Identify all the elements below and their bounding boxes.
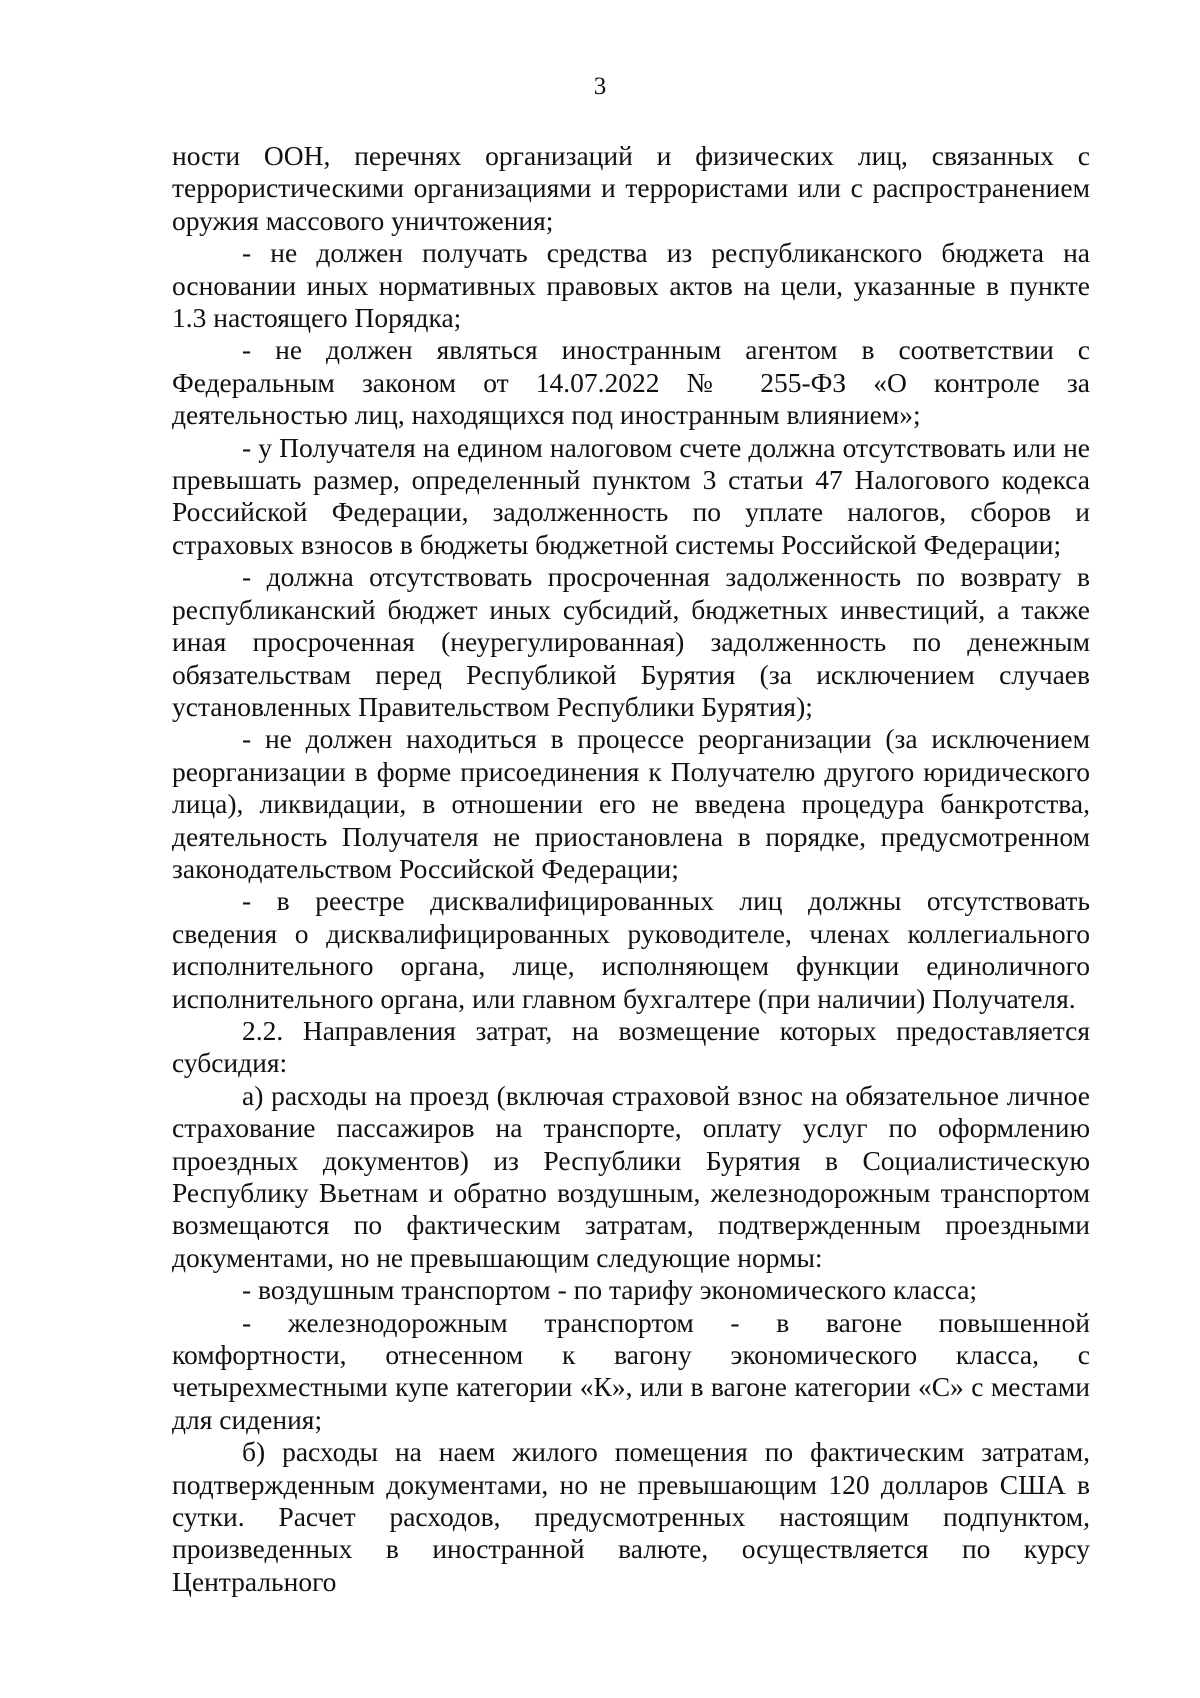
paragraph: - не должен являться иностранным агентом в соответствии с Федеральным законом от 14.07.2022 № 255-ФЗ «О контроле за деятельностью лиц, находящихся под иностранным влиянием»; xyxy=(172,334,1090,431)
paragraph: - не должен получать средства из республиканского бюджета на основании иных нормативных правовых актов на цели, указанные в пункте 1.3 настоящего Порядка; xyxy=(172,237,1090,334)
paragraph: - железнодорожным транспортом - в вагоне повышенной комфортности, отнесенном к вагону экономического класса, с четырехместными купе категории «К», или в вагоне категории «С» с местами для сидения; xyxy=(172,1306,1090,1435)
paragraph: - у Получателя на едином налоговом счете должна отсутствовать или не превышать размер, определенный пунктом 3 статьи 47 Налогового кодекса Российской Федерации, задолженность по уплате налогов, сборов и страховых взносов в бюджеты бюджетной системы Российской Федерации; xyxy=(172,431,1090,560)
document-body xyxy=(172,140,1090,1598)
paragraph: б) расходы на наем жилого помещения по фактическим затратам, подтвержденным документами, но не превышающим 120 долларов США в сутки. Расчет расходов, предусмотренных настоящим подпунктом, произведенных в иностранной валюте, осуществляется по курсу Центрального xyxy=(172,1436,1090,1597)
paragraph: - в реестре дисквалифицированных лиц должны отсутствовать сведения о дисквалифицированных руководителе, членах коллегиального исполнительного органа, лице, исполняющем функции единоличного исполнительного органа, или главном бухгалтере (при наличии) Получателя. xyxy=(172,885,1090,1014)
paragraph: ности ООН, перечнях организаций и физических лиц, связанных с террористическими организациями и террористами или с распространением оружия массового уничтожения; xyxy=(172,140,1090,236)
page-number: 3 xyxy=(593,73,607,100)
paragraph: - воздушным транспортом - по тарифу экономического класса; xyxy=(242,1274,978,1306)
paragraph: а) расходы на проезд (включая страховой взнос на обязательное личное страхование пассажиров на транспорте, оплату услуг по оформлению проездных документов) из Республики Бурятия в Социалистическую Республику Вьетнам и обратно воздушным, железнодорожным транспортом возмещаются по фактическим затратам, подтвержденным проездными документами, но не превышающим следующие нормы: xyxy=(172,1079,1090,1273)
paragraph: 2.2. Направления затрат, на возмещение которых предоставляется субсидия: xyxy=(172,1014,1090,1079)
paragraph: - должна отсутствовать просроченная задолженность по возврату в республиканский бюджет иных субсидий, бюджетных инвестиций, а также иная просроченная (неурегулированная) задолженность по денежным обязательствам перед Республикой Бурятия (за исключением случаев установленных Правительством Республики Бурятия); xyxy=(172,561,1090,722)
paragraph: - не должен находиться в процессе реорганизации (за исключением реорганизации в форме присоединения к Получателю другого юридического лица), ликвидации, в отношении его не введена процедура банкротства, деятельность Получателя не приостановлена в порядке, предусмотренном законодательством Российской Федерации; xyxy=(172,723,1090,884)
